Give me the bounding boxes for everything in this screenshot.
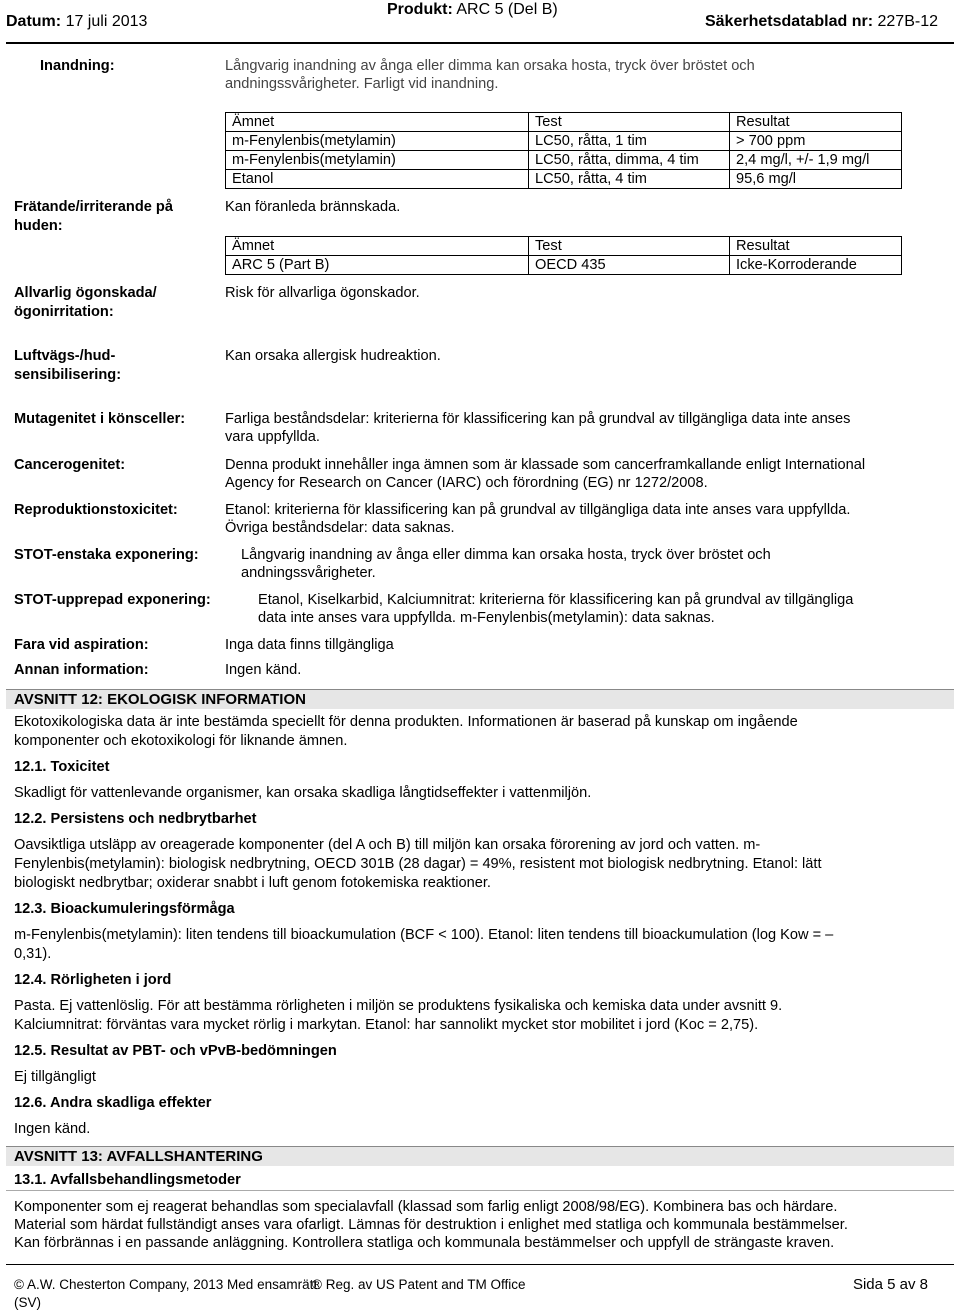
header-rule (6, 42, 954, 44)
stot-single-text-1: Långvarig inandning av ånga eller dimma kan orsaka hosta, tryck över bröstet och (241, 547, 771, 563)
table-cell: LC50, råtta, 4 tim (529, 170, 730, 189)
eye-text: Risk för allvarliga ögonskador. (225, 285, 420, 301)
eye-label-2: ögonirritation: (14, 304, 114, 320)
table-row (226, 151, 902, 170)
section-12-4-title: 12.4. Rörligheten i jord (14, 972, 172, 988)
table-header-cell: Resultat (730, 237, 902, 256)
table-cell: Icke-Korroderande (730, 256, 902, 275)
repro-text-1: Etanol: kriterierna för klassificering kan på grundval av tillgängliga data inte anses vara uppfyllda. (225, 502, 851, 518)
header-sds (705, 12, 938, 36)
section-12-5-title: 12.5. Resultat av PBT- och vPvB-bedömningen (14, 1043, 337, 1059)
carcino-text-2: Agency for Research on Cancer (IARC) och förordning (EG) nr 1272/2008. (225, 475, 708, 491)
footer-copyright: © A.W. Chesterton Company, 2013 Med ensamrätt. (14, 1277, 321, 1292)
table-header-cell: Test (529, 113, 730, 132)
skin-label-2: huden: (14, 218, 63, 234)
other-info-label: Annan information: (14, 662, 149, 678)
table-header-row (226, 237, 902, 256)
eye-label-1: Allvarlig ögonskada/ (14, 285, 157, 301)
table-cell: > 700 ppm (730, 132, 902, 151)
header-date (6, 12, 147, 36)
section-13-text-3: Kan förbrännas i en passande anläggning. Kontrollera statliga och kommunala bestämmelser och uppfyll de strängaste kraven. (14, 1235, 835, 1251)
skin-text: Kan föranleda brännskada. (225, 199, 401, 215)
date-value: 17 juli 2013 (65, 13, 148, 30)
mutagen-text-2: vara uppfyllda. (225, 429, 320, 445)
section-12-2-text-1: Oavsiktliga utsläpp av oreagerade komponenter (del A och B) till miljön kan orsaka förorening av jord och vatten. m- (14, 837, 761, 853)
inhalation-tox-table (225, 112, 902, 189)
table-header-cell: Ämnet (226, 237, 529, 256)
section-12-2-text-2: Fenylenbis(metylamin): biologisk nedbrytning, OECD 301B (28 dagar) = 49%, resistent mot biologisk nedbrytning. Etanol: lätt (14, 856, 822, 872)
stot-repeat-label: STOT-upprepad exponering: (14, 592, 211, 608)
section-12-6-text: Ingen känd. (14, 1121, 91, 1137)
stot-repeat-text-1: Etanol, Kiselkarbid, Kalciumnitrat: kriterierna för klassificering kan på grundval av tillgängliga (258, 592, 854, 608)
footer-rule (6, 1264, 954, 1265)
table-row (226, 256, 902, 275)
stot-single-text-2: andningssvårigheter. (241, 565, 376, 581)
section-13-text-2: Material som härdat fullständigt anses vara ofarligt. Lämnas för destruktion i enlighet med statliga och kommunala bestämmelser. (14, 1217, 848, 1233)
table-row (226, 170, 902, 189)
table-cell: 95,6 mg/l (730, 170, 902, 189)
skin-label-1: Frätande/irriterande på (14, 199, 173, 215)
section-12-4-text-2: Kalciumnitrat: förväntas vara mycket rörlig i markytan. Etanol: har sannolikt mycket stor mobilitet i jord (Koc = 2,75). (14, 1017, 759, 1033)
section-12-3-text-2: 0,31). (14, 946, 52, 962)
section-12-2-title: 12.2. Persistens och nedbrytbarhet (14, 811, 257, 827)
section-13-subrule (6, 1190, 954, 1191)
table-cell: 2,4 mg/l, +/- 1,9 mg/l (730, 151, 902, 170)
stot-repeat-text-2: data inte anses vara uppfyllda. m-Fenylenbis(metylamin): data saknas. (258, 610, 715, 626)
table-header-cell: Resultat (730, 113, 902, 132)
stot-single-label: STOT-enstaka exponering: (14, 547, 199, 563)
aspiration-text: Inga data finns tillgängliga (225, 637, 394, 653)
section-12-3-text-1: m-Fenylenbis(metylamin): liten tendens till bioackumulation (BCF < 100). Etanol: liten tendens till bioackumulation (log Kow = – (14, 927, 834, 943)
table-header-row (226, 113, 902, 132)
sds-label: Säkerhetsdatablad nr: (704, 13, 874, 30)
section-12-1-title: 12.1. Toxicitet (14, 759, 110, 775)
mutagen-label: Mutagenitet i könsceller: (14, 411, 186, 427)
table-cell: ARC 5 (Part B) (226, 256, 529, 275)
date-label: Datum: (6, 13, 62, 30)
footer-trademark: ® Reg. av US Patent and TM Office (312, 1277, 526, 1292)
sens-text: Kan orsaka allergisk hudreaktion. (225, 348, 441, 364)
footer-page-number: Sida 5 av 8 (852, 1276, 928, 1293)
product-value: ARC 5 (Del B) (456, 1, 558, 18)
section-12-1-text: Skadligt för vattenlevande organismer, kan orsaka skadliga långtidseffekter i vattenmiljön. (14, 785, 592, 801)
inhalation-text-1: Långvarig inandning av ånga eller dimma kan orsaka hosta, tryck över bröstet och (225, 58, 755, 74)
other-info-text: Ingen känd. (225, 662, 302, 678)
table-cell: m-Fenylenbis(metylamin) (226, 132, 529, 151)
section-13-heading: AVSNITT 13: AVFALLSHANTERING (6, 1146, 954, 1166)
skin-table (225, 236, 902, 275)
product-label: Produkt: (387, 1, 453, 18)
header-product (387, 0, 558, 20)
section-12-intro-1: Ekotoxikologiska data är inte bestämda speciellt för denna produkten. Informationen är baserad på kunskap om ingående (14, 714, 798, 730)
repro-text-2: Övriga beståndsdelar: data saknas. (225, 520, 455, 536)
sens-label-1: Luftvägs-/hud- (14, 348, 116, 364)
section-13-text-1: Komponenter som ej reagerat behandlas som specialavfall (klassad som farlig enligt 2008/98/EG). Kombinera bas och härdare. (14, 1199, 838, 1215)
mutagen-text-1: Farliga beståndsdelar: kriterierna för klassificering kan på grundval av tillgängliga data inte anses (225, 411, 851, 427)
section-12-3-title: 12.3. Bioackumuleringsförmåga (14, 901, 235, 917)
section-12-heading: AVSNITT 12: EKOLOGISK INFORMATION (6, 689, 954, 709)
carcino-label: Cancerogenitet: (14, 457, 126, 473)
section-13-1-title: 13.1. Avfallsbehandlingsmetoder (14, 1172, 241, 1188)
section-12-2-text-3: biologiskt nedbrytbar; oxiderar snabbt i luft genom fotokemiska reaktioner. (14, 875, 491, 891)
section-12-5-text: Ej tillgängligt (14, 1069, 96, 1085)
carcino-text-1: Denna produkt innehåller inga ämnen som är klassade som cancerframkallande enligt International (225, 457, 866, 473)
table-cell: LC50, råtta, dimma, 4 tim (529, 151, 730, 170)
section-12-intro-2: komponenter och ekotoxikologi för liknande ämnen. (14, 733, 348, 749)
repro-label: Reproduktionstoxicitet: (14, 502, 178, 518)
table-header-cell: Ämnet (226, 113, 529, 132)
inhalation-label: Inandning: (40, 58, 115, 74)
sens-label-2: sensibilisering: (14, 367, 122, 383)
table-row (226, 132, 902, 151)
table-cell: LC50, råtta, 1 tim (529, 132, 730, 151)
table-header-cell: Test (529, 237, 730, 256)
sds-value: 227B-12 (877, 13, 938, 30)
table-cell: m-Fenylenbis(metylamin) (226, 151, 529, 170)
section-12-4-text-1: Pasta. Ej vattenlöslig. För att bestämma rörligheten i miljön se produktens fysikaliska och kemiska data under avsnitt 9. (14, 998, 783, 1014)
section-12-6-title: 12.6. Andra skadliga effekter (14, 1095, 212, 1111)
table-cell: Etanol (226, 170, 529, 189)
table-cell: OECD 435 (529, 256, 730, 275)
aspiration-label: Fara vid aspiration: (14, 637, 149, 653)
footer-language: (SV) (14, 1295, 41, 1310)
inhalation-text-2: andningssvårigheter. Farligt vid inandning. (225, 76, 499, 92)
